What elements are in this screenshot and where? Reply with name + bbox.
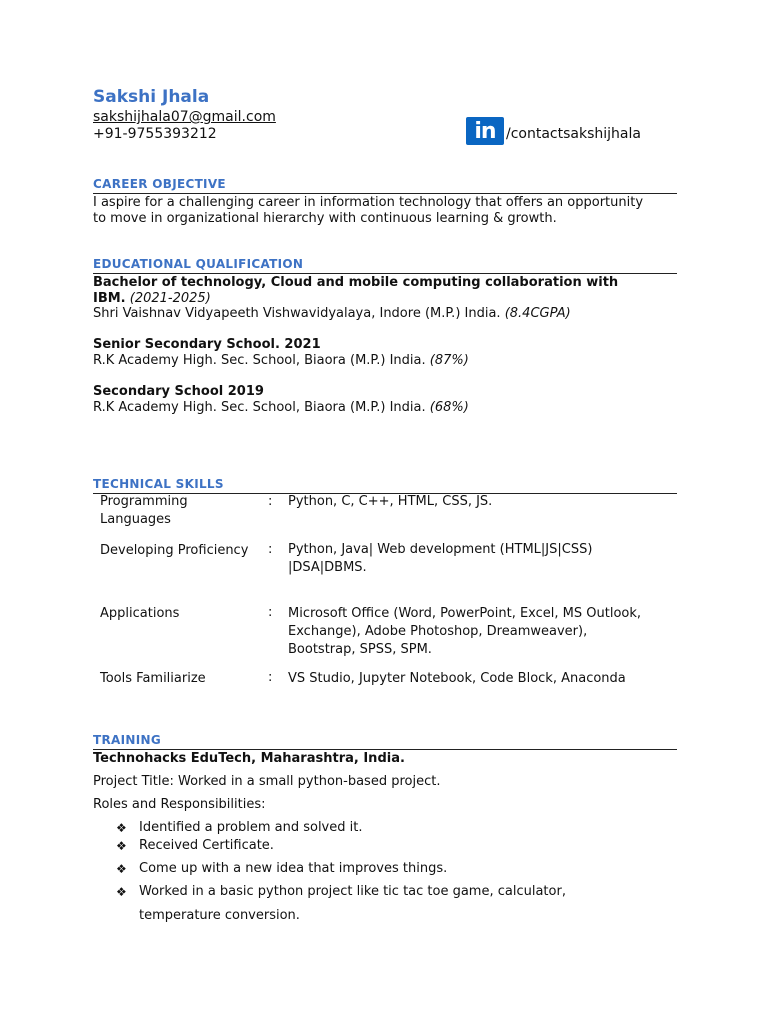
skill-value-part: Exchange), Adobe Photoshop, Dreamweaver), [288, 624, 588, 639]
section-divider [93, 273, 677, 274]
candidate-name: Sakshi Jhala [93, 87, 210, 107]
degree-institute: Shri Vaishnav Vidyapeeth Vishwavidyalaya, Indore (M.P.) India. [93, 306, 501, 321]
responsibility-item: Received Certificate. [139, 838, 274, 853]
senior-secondary-title: Senior Secondary School. 2021 [93, 337, 321, 352]
skill-colon: : [268, 542, 273, 557]
roles-heading: Roles and Responsibilities: [93, 797, 266, 812]
phone-number: +91-9755393212 [93, 126, 217, 142]
skill-colon: : [268, 670, 273, 685]
secondary-line [93, 400, 469, 416]
technical-skills-heading: TECHNICAL SKILLS [93, 477, 224, 491]
skill-value-developing [288, 541, 678, 577]
secondary-title: Secondary School 2019 [93, 384, 264, 399]
email-link[interactable]: sakshijhala07@gmail.com [93, 109, 276, 125]
career-objective-line: I aspire for a challenging career in information technology that offers an opportunity [93, 195, 644, 210]
skill-value-part: Python, Java| Web development (HTML|JS|CSS) [288, 542, 593, 557]
senior-secondary-score: (87%) [429, 353, 469, 368]
diamond-bullet-icon: ❖ [116, 821, 127, 835]
degree-years: (2021-2025) [129, 291, 211, 306]
section-divider [93, 749, 677, 750]
degree-score: (8.4CGPA) [504, 306, 571, 321]
skill-value-tools: VS Studio, Jupyter Notebook, Code Block, Anaconda [288, 671, 626, 686]
education-heading: EDUCATIONAL QUALIFICATION [93, 257, 304, 271]
project-title: Project Title: Worked in a small python-based project. [93, 774, 441, 789]
degree-institute-line [93, 306, 571, 322]
degree-title-end: IBM. [93, 291, 126, 306]
senior-secondary-line [93, 353, 469, 369]
degree-title-cont [93, 291, 211, 307]
degree-title: Bachelor of technology, Cloud and mobile computing collaboration with [93, 275, 619, 290]
skill-value-part: Bootstrap, SPSS, SPM. [288, 642, 432, 657]
secondary-score: (68%) [429, 400, 469, 415]
training-org: Technohacks EduTech, Maharashtra, India. [93, 751, 405, 766]
diamond-bullet-icon: ❖ [116, 862, 127, 876]
skill-colon: : [268, 605, 273, 620]
responsibility-item: Worked in a basic python project like tic tac toe game, calculator, [139, 884, 566, 899]
skill-label-part: Programming [100, 494, 188, 509]
responsibility-item-cont: temperature conversion. [139, 908, 300, 923]
linkedin-icon: in [466, 117, 504, 145]
skill-label-applications: Applications [100, 606, 180, 621]
training-heading: TRAINING [93, 733, 161, 747]
skill-value-part: Microsoft Office (Word, PowerPoint, Excel, MS Outlook, [288, 606, 642, 621]
responsibility-item: Come up with a new idea that improves things. [139, 861, 448, 876]
skill-label-part: Languages [100, 512, 171, 527]
skill-value-part: |DSA|DBMS. [288, 560, 367, 575]
skill-label-programming [100, 493, 265, 529]
linkedin-handle: /contactsakshijhala [506, 126, 641, 142]
diamond-bullet-icon: ❖ [116, 885, 127, 899]
skill-value-applications [288, 605, 678, 659]
skill-colon: : [268, 494, 273, 509]
responsibility-item: Identified a problem and solved it. [139, 820, 363, 835]
senior-secondary-institute: R.K Academy High. Sec. School, Biaora (M.P.) India. [93, 353, 426, 368]
skill-label-developing: Developing Proficiency [100, 543, 249, 558]
secondary-institute: R.K Academy High. Sec. School, Biaora (M.P.) India. [93, 400, 426, 415]
skill-label-tools: Tools Familiarize [100, 671, 206, 686]
career-objective-heading: CAREER OBJECTIVE [93, 177, 226, 191]
section-divider [93, 193, 677, 194]
skill-value-programming: Python, C, C++, HTML, CSS, JS. [288, 494, 493, 509]
career-objective-line: to move in organizational hierarchy with continuous learning & growth. [93, 211, 557, 226]
diamond-bullet-icon: ❖ [116, 839, 127, 853]
